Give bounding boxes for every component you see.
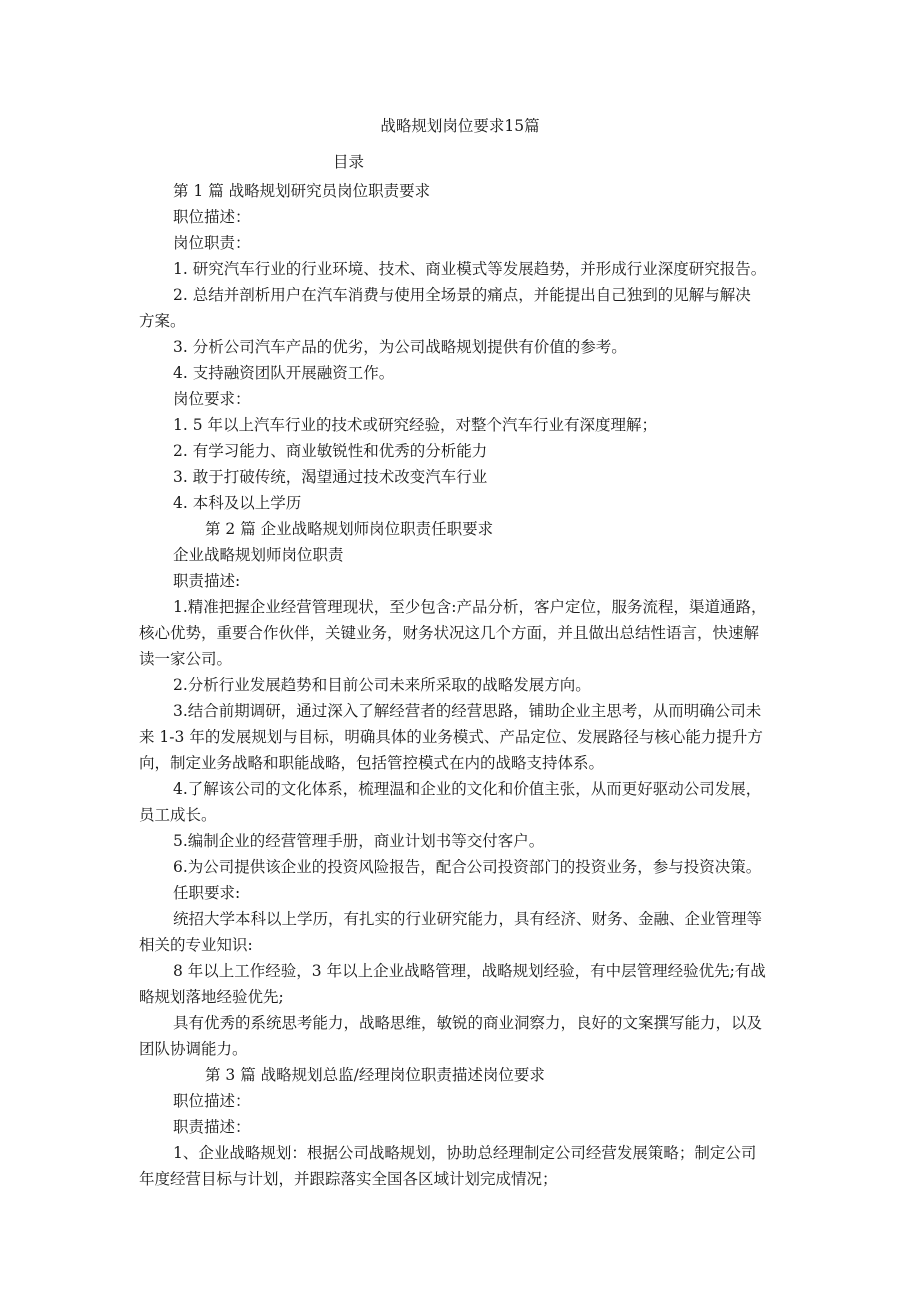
part3-line-1: 1、企业战略规划：根据公司战略规划，协助总经理制定公司经营发展策略；制定公司 [173, 1144, 757, 1162]
part2-line-17: 具有优秀的系统思考能力，战略思维，敏锐的商业洞察力，良好的文案撰写能力，以及 [173, 1014, 763, 1032]
part1-duty-2: 2. 总结并剖析用户在汽车消费与使用全场景的痛点，并能提出自己独到的见解与解决 [173, 286, 751, 304]
part2-heading: 第 2 篇 企业战略规划师岗位职责任职要求 [205, 520, 494, 538]
part1-req-label: 岗位要求： [173, 390, 251, 408]
toc-label: 目录 [333, 153, 365, 171]
part2-subtitle: 企业战略规划师岗位职责 [173, 546, 344, 564]
part2-line-3: 读一家公司。 [139, 650, 233, 668]
part2-line-9: 员工成长。 [139, 806, 217, 824]
part1-req-2: 2. 有学习能力、商业敏锐性和优秀的分析能力 [173, 442, 488, 460]
part1-duty-4: 4. 支持融资团队开展融资工作。 [173, 364, 395, 382]
part3-desc-label: 职位描述： [173, 1092, 251, 1110]
part2-line-11: 6.为公司提供该企业的投资风险报告，配合公司投资部门的投资业务，参与投资决策。 [173, 858, 762, 876]
part1-desc-label: 职位描述： [173, 208, 251, 226]
part1-duty-1: 1. 研究汽车行业的行业环境、技术、商业模式等发展趋势，并形成行业深度研究报告。 [173, 260, 767, 278]
part1-duty-3: 3. 分析公司汽车产品的优劣，为公司战略规划提供有价值的参考。 [173, 338, 627, 356]
part1-heading: 第 1 篇 战略规划研究员岗位职责要求 [173, 182, 431, 200]
part2-line-1: 1.精准把握企业经营管理现状，至少包含:产品分析，客户定位，服务流程，渠道通路， [173, 598, 767, 616]
part2-line-5: 3.结合前期调研，通过深入了解经营者的经营思路，铺助企业主思考，从而明确公司未 [173, 702, 762, 720]
part2-line-14: 相关的专业知识: [139, 936, 253, 954]
part2-desc-label: 职责描述: [173, 572, 241, 590]
part2-line-2: 核心优势，重要合作伙伴，关键业务，财务状况这几个方面，并且做出总结性语言，快速解 [139, 624, 760, 642]
part2-line-16: 略规划落地经验优先; [139, 988, 284, 1006]
part1-duty-2-cont: 方案。 [139, 312, 186, 330]
part2-line-10: 5.编制企业的经营管理手册，商业计划书等交付客户。 [173, 832, 545, 850]
part2-line-12: 任职要求: [173, 884, 241, 902]
part2-line-8: 4.了解该公司的文化体系，梳理温和企业的文化和价值主张，从而更好驱动公司发展， [173, 780, 762, 798]
part2-line-4: 2.分析行业发展趋势和目前公司未来所采取的战略发展方向。 [173, 676, 591, 694]
part3-heading: 第 3 篇 战略规划总监/经理岗位职责描述岗位要求 [205, 1066, 545, 1084]
part2-line-15: 8 年以上工作经验，3 年以上企业战略管理，战略规划经验，有中层管理经验优先;有战 [173, 962, 766, 980]
part3-duty-label: 职责描述： [173, 1118, 251, 1136]
part1-req-4: 4. 本科及以上学历 [173, 494, 302, 512]
part2-line-6: 来 1-3 年的发展规划与目标，明确具体的业务模式、产品定位、发展路径与核心能力提升方 [139, 728, 763, 746]
part1-req-3: 3. 敢于打破传统，渴望通过技术改变汽车行业 [173, 468, 488, 486]
part2-line-13: 统招大学本科以上学历，有扎实的行业研究能力，具有经济、财务、金融、企业管理等 [173, 910, 763, 928]
part2-line-7: 向，制定业务战略和职能战略，包括管控模式在内的战略支持体系。 [139, 754, 605, 772]
part1-duty-label: 岗位职责： [173, 234, 251, 252]
part3-line-2: 年度经营目标与计划，并跟踪落实全国各区域计划完成情况； [139, 1170, 558, 1188]
document-title: 战略规划岗位要求15篇 [380, 117, 540, 135]
part2-line-18: 团队协调能力。 [139, 1040, 248, 1058]
part1-req-1: 1. 5 年以上汽车行业的技术或研究经验，对整个汽车行业有深度理解； [173, 416, 658, 434]
